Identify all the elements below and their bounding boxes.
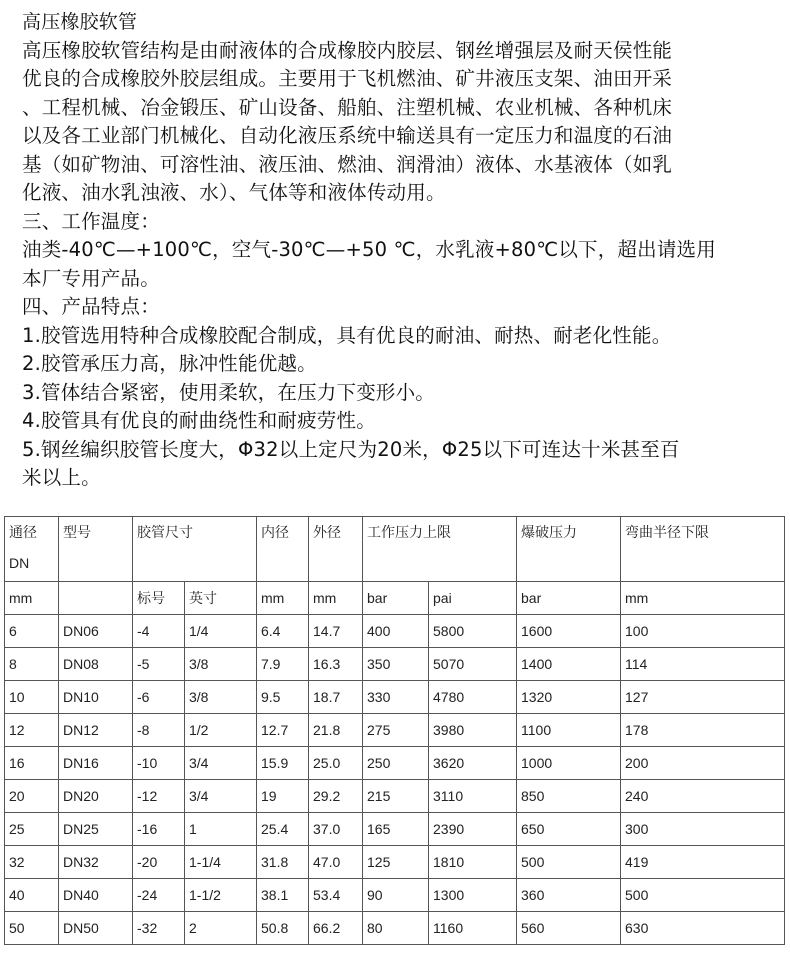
- cell-dash-size: -6: [133, 681, 185, 714]
- cell-dash-size: -24: [133, 879, 185, 912]
- cell-dash-size: -5: [133, 648, 185, 681]
- unit-inner: mm: [257, 582, 309, 615]
- cell-burst-pressure: 500: [517, 846, 621, 879]
- description-text: [22, 8, 782, 493]
- header-burst-pressure: 爆破压力: [517, 517, 621, 582]
- cell-dash-size: -10: [133, 747, 185, 780]
- table-header-row: [5, 517, 785, 582]
- cell-burst-pressure: 1600: [517, 615, 621, 648]
- cell-burst-pressure: 650: [517, 813, 621, 846]
- cell-model: DN25: [59, 813, 133, 846]
- table-row: [5, 813, 785, 846]
- cell-wp-bar: 80: [363, 912, 429, 945]
- cell-wp-bar: 215: [363, 780, 429, 813]
- cell-wp-psi: 5800: [429, 615, 517, 648]
- cell-dn: 10: [5, 681, 59, 714]
- cell-inch: 1: [185, 813, 257, 846]
- cell-outer-diameter: 29.2: [309, 780, 363, 813]
- cell-dash-size: -12: [133, 780, 185, 813]
- cell-inner-diameter: 25.4: [257, 813, 309, 846]
- cell-bend-radius: 127: [621, 681, 785, 714]
- cell-bend-radius: 300: [621, 813, 785, 846]
- cell-dn: 6: [5, 615, 59, 648]
- cell-wp-bar: 350: [363, 648, 429, 681]
- document-title: 高压橡胶软管: [22, 11, 138, 33]
- cell-inner-diameter: 50.8: [257, 912, 309, 945]
- cell-outer-diameter: 25.0: [309, 747, 363, 780]
- table-row: [5, 879, 785, 912]
- cell-burst-pressure: 560: [517, 912, 621, 945]
- cell-outer-diameter: 47.0: [309, 846, 363, 879]
- paragraph-line: 本厂专用产品。: [22, 266, 160, 290]
- cell-wp-psi: 5070: [429, 648, 517, 681]
- paragraph-line: 三、工作温度：: [22, 209, 160, 233]
- cell-outer-diameter: 53.4: [309, 879, 363, 912]
- cell-wp-psi: 3110: [429, 780, 517, 813]
- cell-wp-psi: 4780: [429, 681, 517, 714]
- paragraph-line: 四、产品特点：: [22, 295, 160, 318]
- cell-wp-bar: 330: [363, 681, 429, 714]
- cell-inner-diameter: 31.8: [257, 846, 309, 879]
- cell-bend-radius: 200: [621, 747, 785, 780]
- cell-burst-pressure: 1000: [517, 747, 621, 780]
- paragraph-line: 5.钢丝编织胶管长度大，Φ32以上定尺为20米，Φ25以下可连达十米甚至百: [22, 437, 680, 461]
- unit-dn: mm: [5, 582, 59, 615]
- cell-inner-diameter: 12.7: [257, 714, 309, 747]
- unit-wp-bar: bar: [363, 582, 429, 615]
- unit-model: [59, 582, 133, 615]
- cell-wp-psi: 1810: [429, 846, 517, 879]
- cell-burst-pressure: 360: [517, 879, 621, 912]
- cell-inner-diameter: 15.9: [257, 747, 309, 780]
- header-inner-diameter: 内径: [257, 517, 309, 582]
- cell-model: DN16: [59, 747, 133, 780]
- cell-outer-diameter: 14.7: [309, 615, 363, 648]
- cell-inch: 1/4: [185, 615, 257, 648]
- cell-inner-diameter: 19: [257, 780, 309, 813]
- header-bend-radius: 弯曲半径下限: [621, 517, 785, 582]
- cell-model: DN50: [59, 912, 133, 945]
- unit-wp-psi: pai: [429, 582, 517, 615]
- paragraph-line: 3.管体结合紧密，使用柔软，在压力下变形小。: [22, 380, 436, 404]
- paragraph-line: 高压橡胶软管结构是由耐液体的合成橡胶内胶层、钢丝增强层及耐天侯性能: [22, 38, 673, 62]
- cell-inch: 3/8: [185, 681, 257, 714]
- cell-wp-psi: 2390: [429, 813, 517, 846]
- cell-wp-bar: 90: [363, 879, 429, 912]
- cell-dn: 16: [5, 747, 59, 780]
- cell-dn: 20: [5, 780, 59, 813]
- table-row: [5, 615, 785, 648]
- table-row: [5, 648, 785, 681]
- cell-dn: 25: [5, 813, 59, 846]
- cell-model: DN20: [59, 780, 133, 813]
- paragraph-list: [22, 37, 782, 493]
- cell-outer-diameter: 37.0: [309, 813, 363, 846]
- cell-bend-radius: 500: [621, 879, 785, 912]
- cell-wp-bar: 165: [363, 813, 429, 846]
- paragraph-line: 4.胶管具有优良的耐曲绕性和耐疲劳性。: [22, 409, 376, 432]
- cell-model: DN32: [59, 846, 133, 879]
- cell-inner-diameter: 7.9: [257, 648, 309, 681]
- cell-dash-size: -32: [133, 912, 185, 945]
- cell-dn: 8: [5, 648, 59, 681]
- cell-model: DN40: [59, 879, 133, 912]
- table-row: [5, 747, 785, 780]
- table-row: [5, 846, 785, 879]
- cell-dn: 12: [5, 714, 59, 747]
- cell-bend-radius: 114: [621, 648, 785, 681]
- cell-inch: 1-1/4: [185, 846, 257, 879]
- cell-wp-bar: 250: [363, 747, 429, 780]
- cell-model: DN10: [59, 681, 133, 714]
- cell-outer-diameter: 16.3: [309, 648, 363, 681]
- cell-dn: 50: [5, 912, 59, 945]
- cell-bend-radius: 630: [621, 912, 785, 945]
- table-body: [5, 615, 785, 945]
- cell-outer-diameter: 66.2: [309, 912, 363, 945]
- cell-dash-size: -4: [133, 615, 185, 648]
- table-row: [5, 681, 785, 714]
- header-outer-diameter: 外径: [309, 517, 363, 582]
- paragraph-line: 1.胶管选用特种合成橡胶配合制成，具有优良的耐油、耐热、耐老化性能。: [22, 323, 672, 347]
- header-hose-size: 胶管尺寸: [133, 517, 257, 582]
- cell-inch: 1-1/2: [185, 879, 257, 912]
- cell-inner-diameter: 38.1: [257, 879, 309, 912]
- paragraph-line: 优良的合成橡胶外胶层组成。主要用于飞机燃油、矿井液压支架、油田开采: [22, 67, 673, 90]
- header-model: 型号: [59, 517, 133, 582]
- cell-inch: 3/4: [185, 780, 257, 813]
- paragraph-line: 油类-40℃—+100℃，空气-30℃—+50 ℃，水乳液+80℃以下，超出请选用: [22, 238, 716, 261]
- cell-burst-pressure: 1400: [517, 648, 621, 681]
- cell-inch: 1/2: [185, 714, 257, 747]
- paragraph-line: 、工程机械、冶金锻压、矿山设备、船舶、注塑机械、农业机械、各种机床: [22, 95, 673, 119]
- unit-bend: mm: [621, 582, 785, 615]
- header-working-pressure: 工作压力上限: [363, 517, 517, 582]
- unit-outer: mm: [309, 582, 363, 615]
- cell-burst-pressure: 1320: [517, 681, 621, 714]
- cell-inch: 3/8: [185, 648, 257, 681]
- unit-inch: 英寸: [185, 582, 257, 615]
- table-row: [5, 912, 785, 945]
- table-units-row: [5, 582, 785, 615]
- cell-inch: 2: [185, 912, 257, 945]
- cell-bend-radius: 100: [621, 615, 785, 648]
- cell-wp-bar: 125: [363, 846, 429, 879]
- unit-burst: bar: [517, 582, 621, 615]
- cell-bend-radius: 178: [621, 714, 785, 747]
- cell-wp-bar: 400: [363, 615, 429, 648]
- cell-inch: 3/4: [185, 747, 257, 780]
- cell-model: DN12: [59, 714, 133, 747]
- table-row: [5, 714, 785, 747]
- paragraph-line: 米以上。: [22, 466, 101, 489]
- cell-dash-size: -20: [133, 846, 185, 879]
- cell-wp-bar: 275: [363, 714, 429, 747]
- cell-model: DN08: [59, 648, 133, 681]
- cell-inner-diameter: 9.5: [257, 681, 309, 714]
- paragraph-line: 以及各工业部门机械化、自动化液压系统中输送具有一定压力和温度的石油: [22, 124, 673, 147]
- cell-dn: 32: [5, 846, 59, 879]
- paragraph-line: 基（如矿物油、可溶性油、液压油、燃油、润滑油）液体、水基液体（如乳: [22, 152, 673, 176]
- unit-dash-size: 标号: [133, 582, 185, 615]
- paragraph-line: 2.胶管承压力高，脉冲性能优越。: [22, 352, 317, 375]
- cell-wp-psi: 3620: [429, 747, 517, 780]
- cell-dn: 40: [5, 879, 59, 912]
- spec-table: [4, 516, 785, 945]
- cell-wp-psi: 1160: [429, 912, 517, 945]
- cell-burst-pressure: 1100: [517, 714, 621, 747]
- cell-bend-radius: 419: [621, 846, 785, 879]
- header-dn: 通径 DN: [5, 517, 59, 582]
- paragraph-line: 化液、油水乳浊液、水）、气体等和液体传动用。: [22, 181, 446, 204]
- table-row: [5, 780, 785, 813]
- cell-outer-diameter: 18.7: [309, 681, 363, 714]
- cell-burst-pressure: 850: [517, 780, 621, 813]
- cell-bend-radius: 240: [621, 780, 785, 813]
- cell-model: DN06: [59, 615, 133, 648]
- cell-outer-diameter: 21.8: [309, 714, 363, 747]
- cell-dash-size: -16: [133, 813, 185, 846]
- cell-inner-diameter: 6.4: [257, 615, 309, 648]
- cell-wp-psi: 1300: [429, 879, 517, 912]
- cell-dash-size: -8: [133, 714, 185, 747]
- cell-wp-psi: 3980: [429, 714, 517, 747]
